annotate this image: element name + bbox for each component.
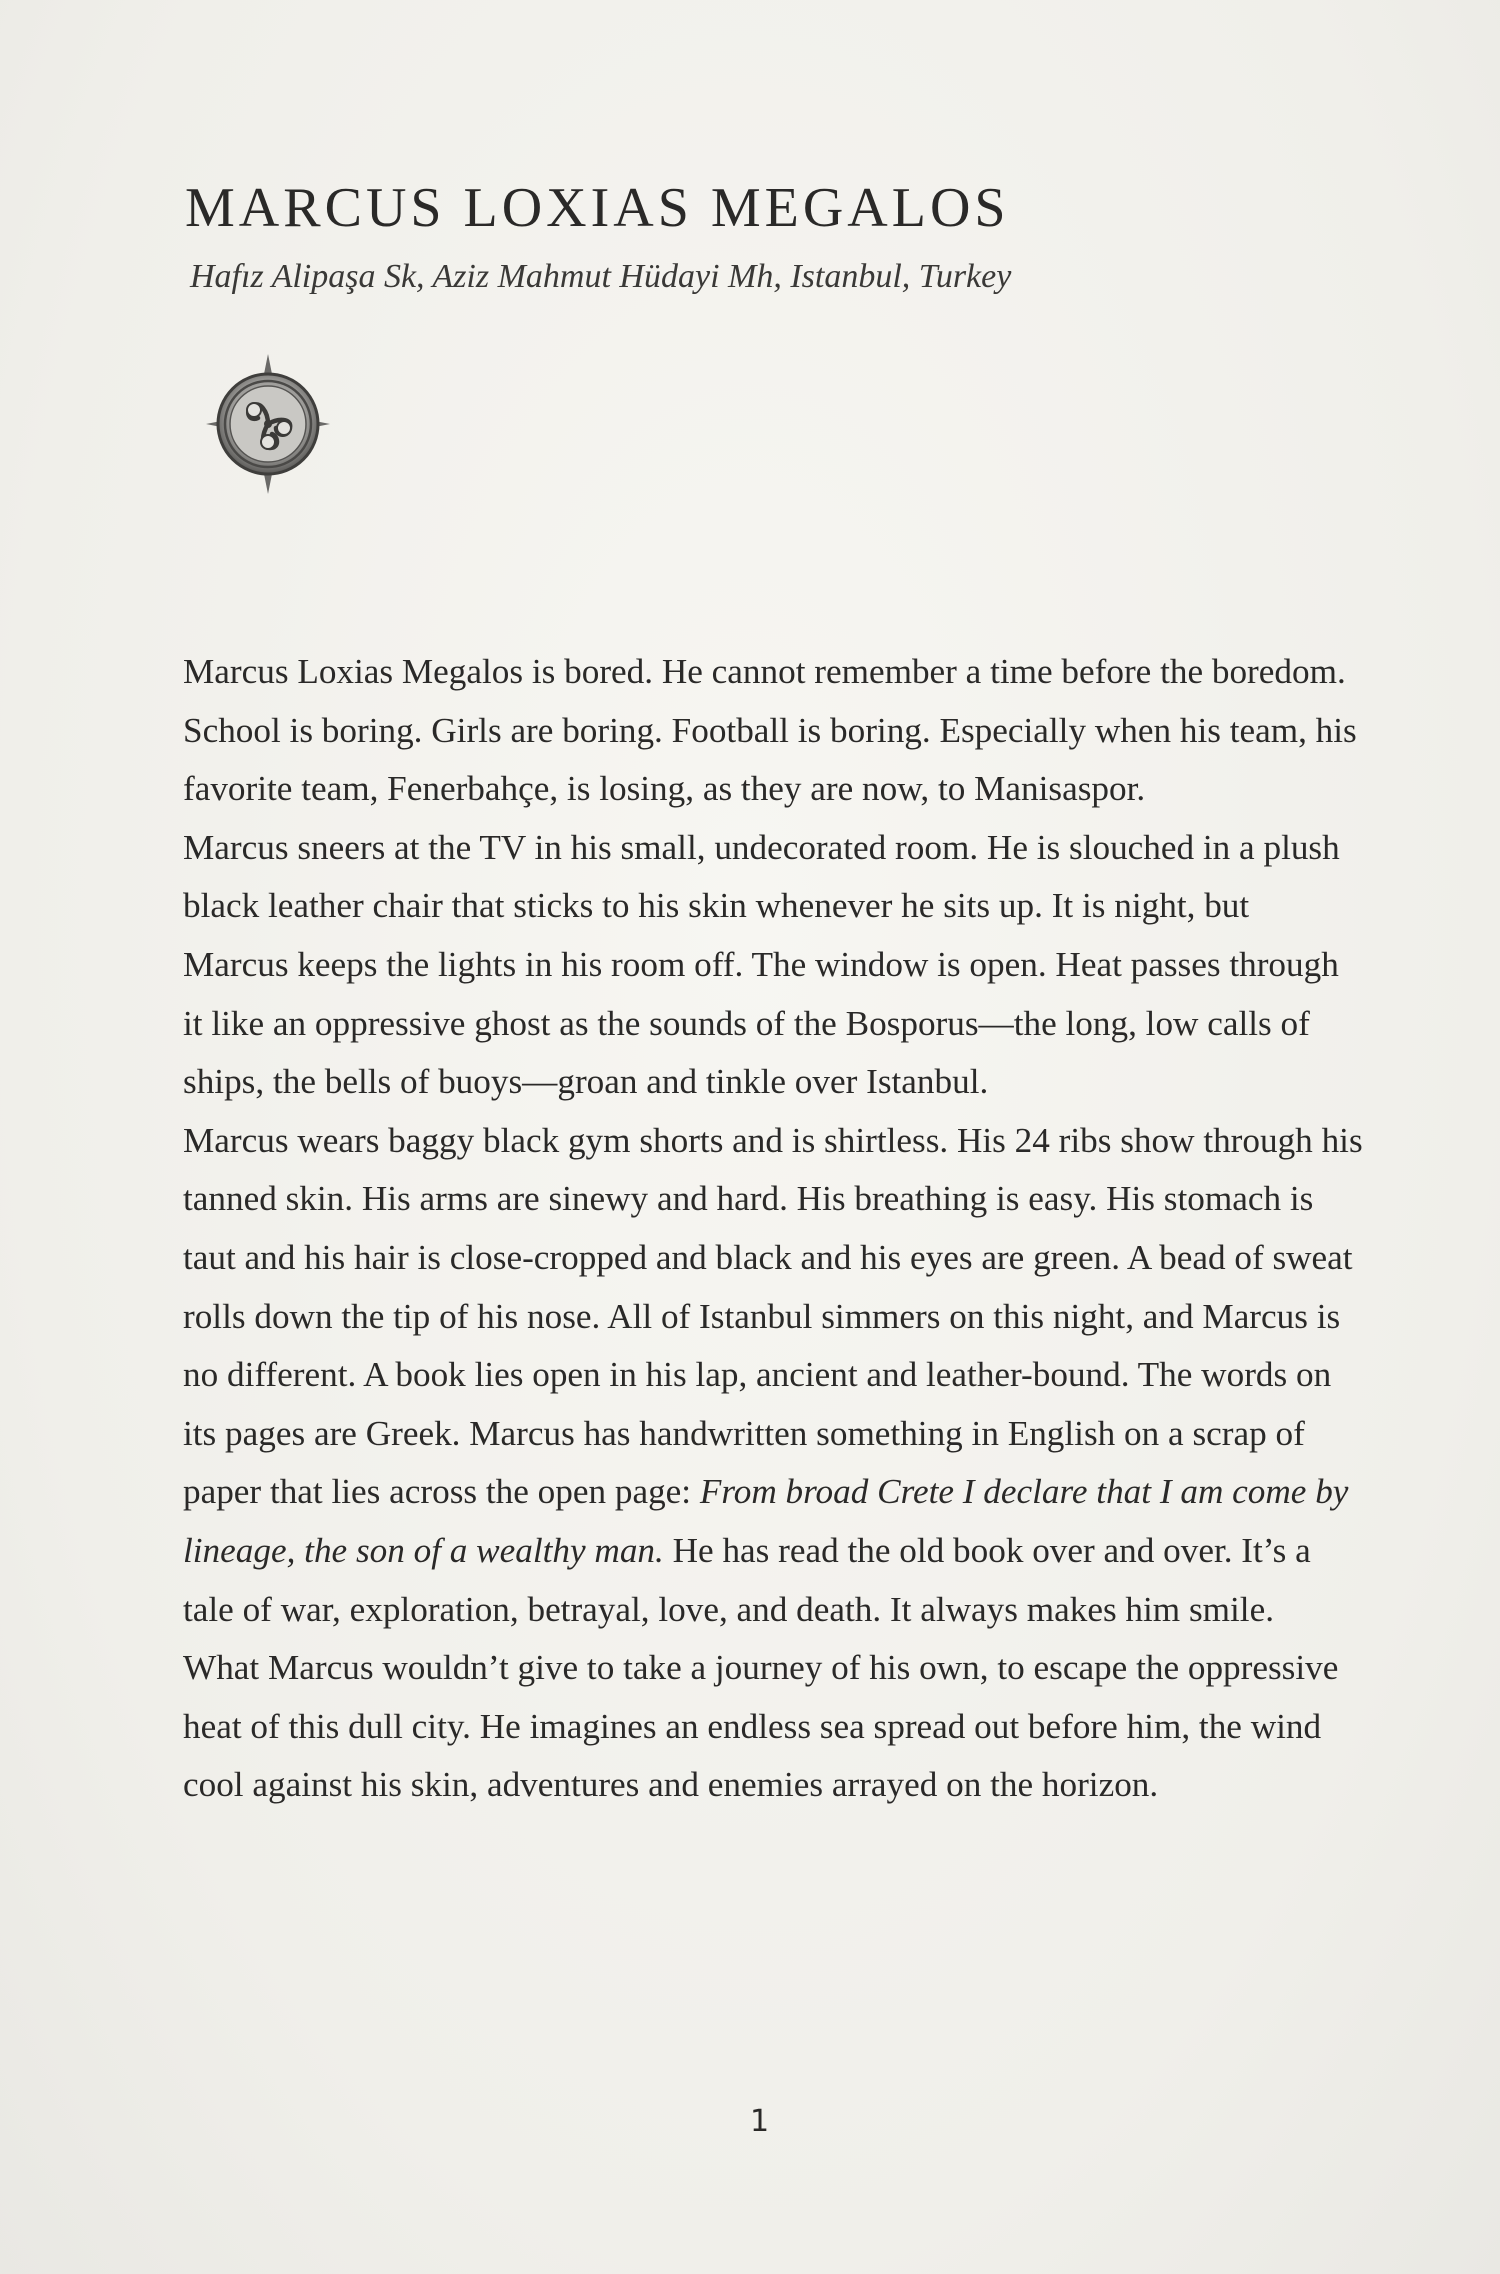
paragraph-text: What Marcus wouldn’t give to take a journey of his own, to escape the oppressive heat of this dull city. He imagines an endless sea spread out before him, the wind cool against his skin, adventures and enemies arrayed on the horizon. <box>183 1648 1339 1805</box>
paragraph-text: Marcus Loxias Megalos is bored. He cannot remember a time before the boredom. School is boring. Girls are boring. Football is boring. Especially when his team, his favorite team, Fenerbahçe, is losing, as they are now, to Manisaspor. <box>183 652 1357 809</box>
chapter-body <box>183 643 1363 1815</box>
paragraph-text: Marcus sneers at the TV in his small, undecorated room. He is slouched in a plush black leather chair that sticks to his skin whenever he sits up. It is night, but Marcus keeps the lights in his room off. The window is open. Heat passes through it like an oppressive ghost as the sounds of the Bosporus—the long, low calls of ships, the bells of buoys—groan and tinkle over Istanbul. <box>183 827 1340 1102</box>
body-paragraph <box>183 1112 1363 1639</box>
chapter-location: Hafız Alipaşa Sk, Aziz Mahmut Hüdayi Mh, Istanbul, Turkey <box>190 258 1012 295</box>
page-number: 1 <box>750 2104 770 2139</box>
chapter-title: MARCUS LOXIAS MEGALOS <box>185 177 1010 239</box>
paragraph-text: Marcus wears baggy black gym shorts and is shirtless. His 24 ribs show through his tanned skin. His arms are sinewy and hard. His breathing is easy. His stomach is taut and his hair is close-cropped and black and his eyes are green. A bead of sweat rolls down the tip of his nose. All of Istanbul simmers on this night, and Marcus is no different. A book lies open in his lap, ancient and leather-bound. The words on its pages are Greek. Marcus has handwritten something in English on a scrap of paper that lies across the open page: <box>183 1120 1363 1512</box>
body-paragraph <box>183 643 1363 819</box>
paragraph-text-continued: He has read the old book over and over. It’s a tale of war, exploration, betrayal, love, and death. It always makes him smile. <box>183 1530 1311 1629</box>
triskele-compass-emblem-icon <box>204 352 332 496</box>
body-paragraph <box>183 1639 1363 1815</box>
body-paragraph <box>183 819 1363 1112</box>
paragraph-quote: From broad Crete I declare that I am come by lineage, the son of a wealthy man. <box>183 1472 1349 1570</box>
